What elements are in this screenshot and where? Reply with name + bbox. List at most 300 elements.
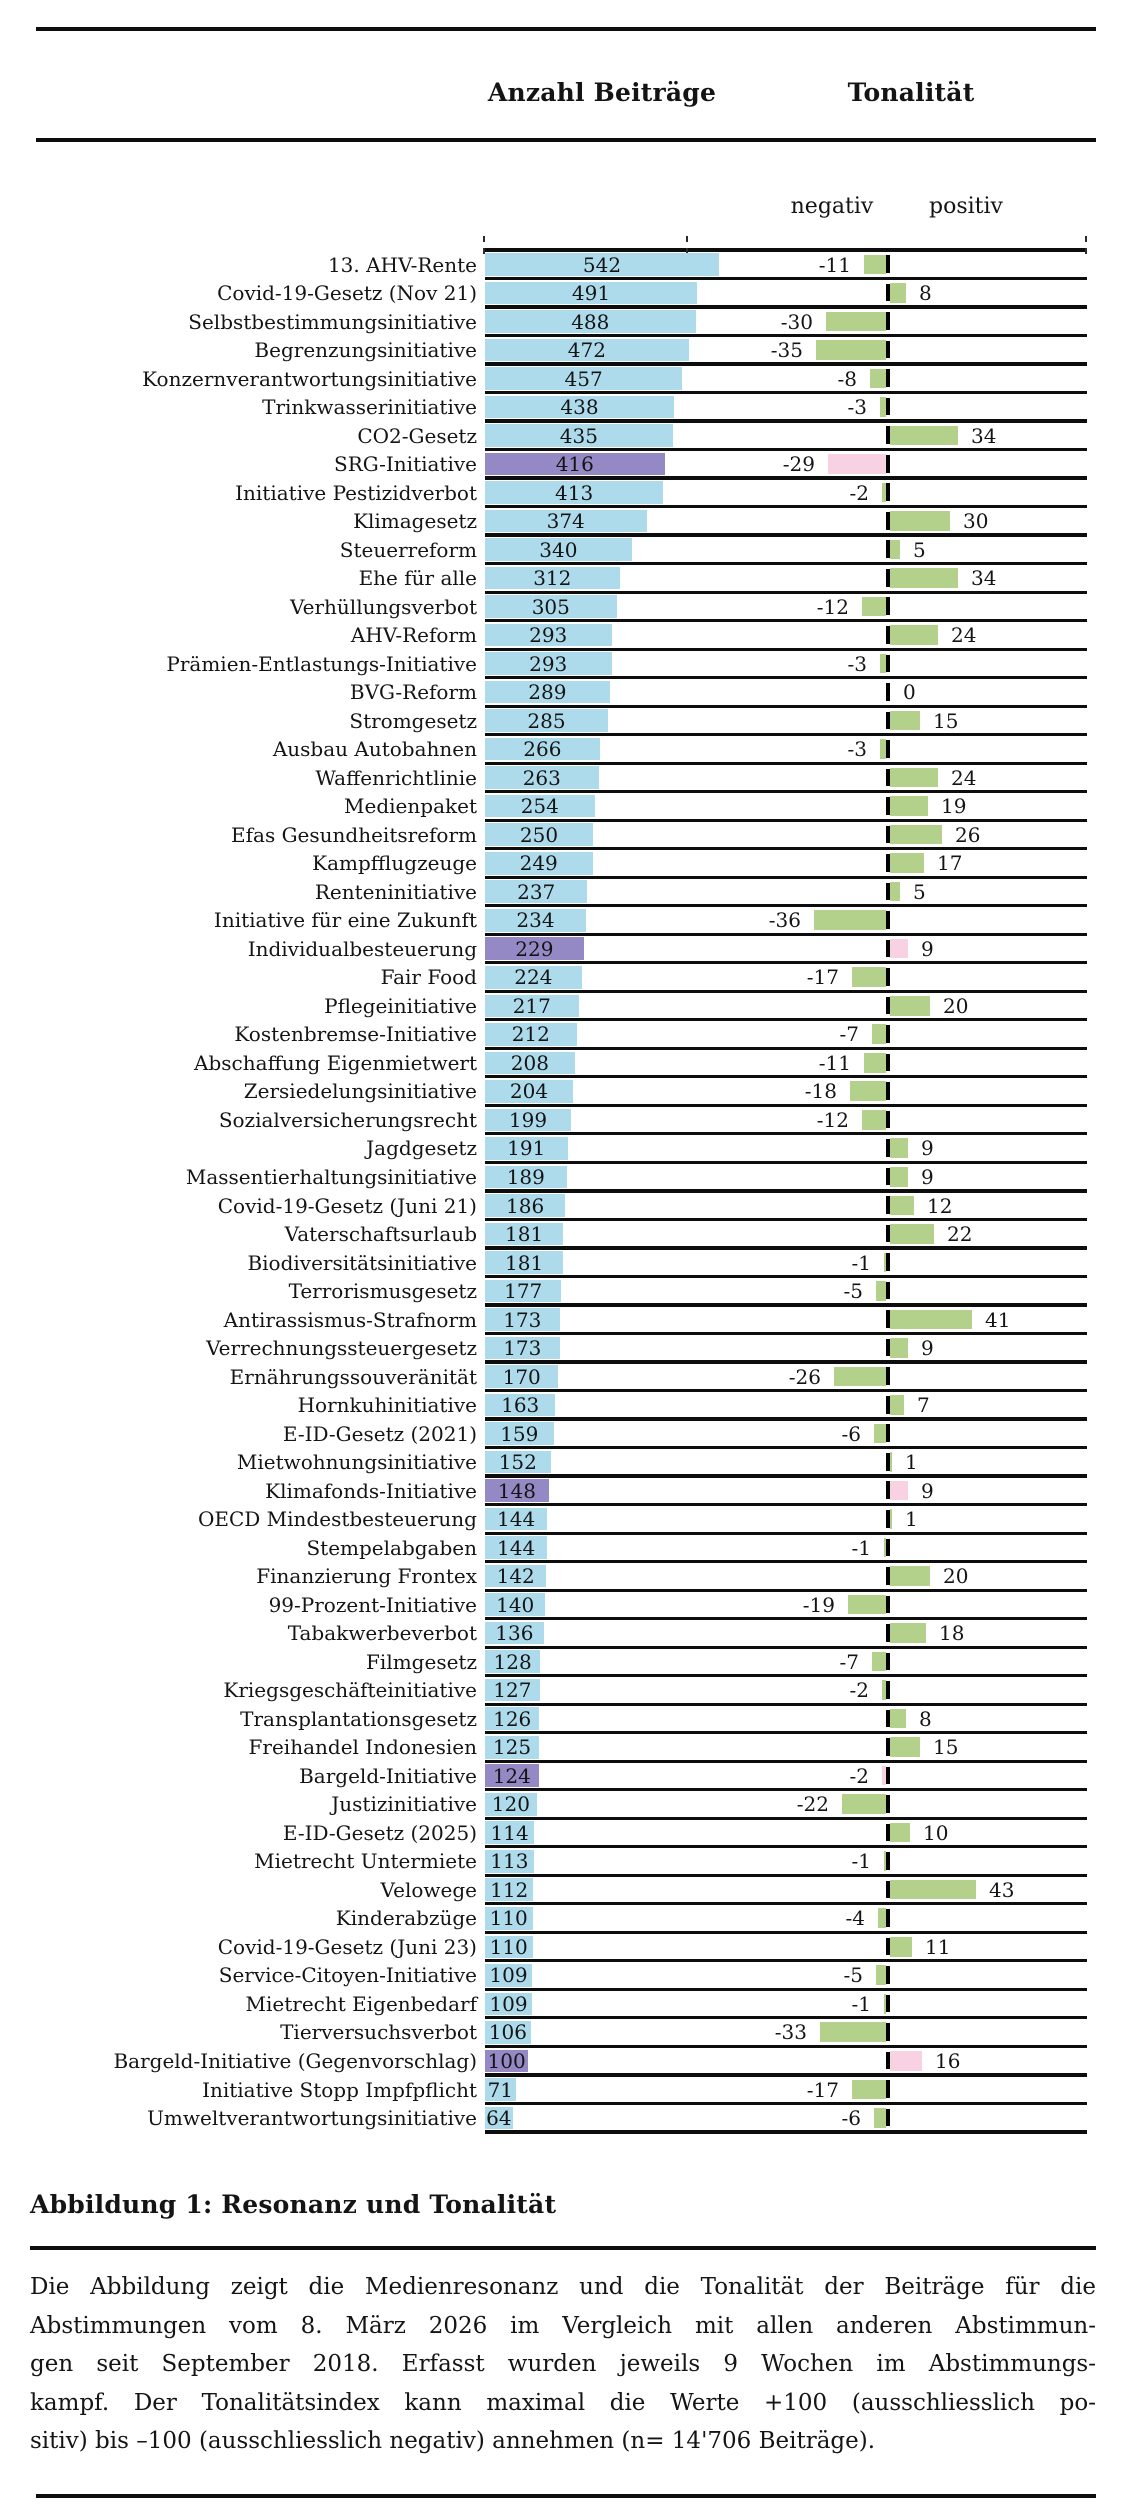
chart-row bbox=[0, 1763, 1131, 1792]
row-label: Terrorismusgesetz bbox=[288, 1279, 477, 1304]
chart-row bbox=[0, 1934, 1131, 1963]
resonance-value: 217 bbox=[512, 993, 551, 1018]
chart-row bbox=[0, 1649, 1131, 1678]
chart-row bbox=[0, 679, 1131, 708]
tonality-bar bbox=[820, 2022, 886, 2042]
resonance-value: 340 bbox=[539, 537, 578, 562]
chart-row bbox=[0, 280, 1131, 309]
chart-row bbox=[0, 2048, 1131, 2077]
row-divider bbox=[485, 1617, 1087, 1620]
resonance-value: 263 bbox=[522, 765, 561, 790]
chart-row bbox=[0, 964, 1131, 993]
row-divider bbox=[485, 876, 1087, 879]
resonance-value: 144 bbox=[497, 1507, 536, 1532]
row-divider bbox=[485, 2016, 1087, 2019]
row-divider bbox=[485, 391, 1087, 394]
tonality-value: -12 bbox=[816, 1107, 849, 1132]
resonance-value: 285 bbox=[527, 708, 566, 733]
tonality-value: 9 bbox=[921, 936, 934, 961]
tonality-zero-line bbox=[886, 1025, 890, 1043]
chart-row bbox=[0, 765, 1131, 794]
row-label: Jagdgesetz bbox=[366, 1136, 477, 1161]
tonality-value: 15 bbox=[933, 1735, 959, 1760]
tonality-value: 15 bbox=[933, 708, 959, 733]
row-label: Individualbesteuerung bbox=[247, 936, 477, 961]
tonality-zero-line bbox=[886, 1310, 890, 1328]
row-label: OECD Mindestbesteuerung bbox=[197, 1507, 477, 1532]
tonality-zero-line bbox=[886, 1795, 890, 1813]
chart-row bbox=[0, 1193, 1131, 1222]
row-divider bbox=[485, 1503, 1087, 1506]
tonality-value: 8 bbox=[919, 281, 932, 306]
row-divider bbox=[485, 2102, 1087, 2105]
tonality-value: 26 bbox=[955, 822, 981, 847]
resonance-value: 181 bbox=[505, 1250, 544, 1275]
tonality-bar bbox=[890, 1224, 934, 1244]
tonality-zero-line bbox=[886, 1139, 890, 1157]
row-divider bbox=[485, 334, 1087, 337]
tonality-zero-line bbox=[886, 1539, 890, 1557]
tonality-zero-line bbox=[886, 2109, 890, 2127]
tonality-bar bbox=[890, 540, 900, 560]
tonality-zero-line bbox=[886, 883, 890, 901]
tonality-bar bbox=[890, 1310, 972, 1330]
row-divider bbox=[485, 1275, 1087, 1278]
chart-row bbox=[0, 651, 1131, 680]
resonance-value: 212 bbox=[511, 1022, 550, 1047]
tonality-zero-line bbox=[886, 997, 890, 1015]
tonality-bar bbox=[874, 1424, 886, 1444]
resonance-value: 491 bbox=[571, 281, 611, 306]
row-divider bbox=[485, 1589, 1087, 1592]
resonance-value: 173 bbox=[503, 1336, 542, 1361]
tonality-bar bbox=[890, 1880, 976, 1900]
chart-row bbox=[0, 594, 1131, 623]
resonance-value: 120 bbox=[491, 1792, 530, 1817]
row-label: Renteninitiative bbox=[314, 879, 477, 904]
tonality-zero-line bbox=[886, 1111, 890, 1129]
chart-row bbox=[0, 822, 1131, 851]
chart-row bbox=[0, 537, 1131, 566]
resonance-value: 293 bbox=[529, 623, 568, 648]
row-divider bbox=[485, 1104, 1087, 1107]
chart-row bbox=[0, 1791, 1131, 1820]
tonality-bar bbox=[874, 2108, 886, 2128]
chart-row bbox=[0, 936, 1131, 965]
tonality-bar bbox=[890, 1338, 908, 1358]
tonality-zero-line bbox=[886, 398, 890, 416]
tonality-bar bbox=[890, 1452, 892, 1472]
resonance-value: 266 bbox=[523, 737, 562, 762]
resonance-value: 126 bbox=[493, 1706, 532, 1731]
tonality-zero-line bbox=[886, 1624, 890, 1642]
chart-row bbox=[0, 850, 1131, 879]
tonality-bar bbox=[890, 1709, 906, 1729]
resonance-value: 173 bbox=[503, 1307, 542, 1332]
chart-row bbox=[0, 1734, 1131, 1763]
tonality-zero-line bbox=[886, 455, 890, 473]
row-divider bbox=[485, 362, 1087, 365]
tonality-zero-line bbox=[886, 826, 890, 844]
row-label: Prämien-Entlastungs-Initiative bbox=[166, 651, 477, 676]
row-divider bbox=[485, 305, 1087, 308]
resonance-value: 472 bbox=[567, 338, 606, 363]
row-divider bbox=[485, 1902, 1087, 1905]
tonality-zero-line bbox=[886, 569, 890, 587]
tonality-zero-line bbox=[886, 1054, 890, 1072]
chart-row bbox=[0, 508, 1131, 537]
row-divider bbox=[485, 1446, 1087, 1449]
resonance-value: 435 bbox=[559, 423, 598, 448]
chart-row bbox=[0, 1135, 1131, 1164]
resonance-value: 152 bbox=[498, 1450, 537, 1475]
chart-row bbox=[0, 565, 1131, 594]
tonality-zero-line bbox=[886, 1168, 890, 1186]
chart-row bbox=[0, 480, 1131, 509]
row-label: Massentierhaltungsinitiative bbox=[185, 1165, 477, 1189]
resonance-value: 438 bbox=[560, 395, 599, 420]
row-label: Begrenzungsinitiative bbox=[254, 338, 477, 363]
tonality-value: 5 bbox=[913, 879, 926, 904]
row-label: Pflegeinitiative bbox=[324, 993, 477, 1018]
resonance-value: 106 bbox=[488, 2020, 527, 2045]
row-label: Mietwohnungsinitiative bbox=[236, 1450, 477, 1475]
guide-resonance-baseline bbox=[483, 236, 485, 254]
tonality-value: -12 bbox=[816, 594, 849, 619]
row-label: E-ID-Gesetz (2021) bbox=[282, 1421, 477, 1446]
resonance-value: 110 bbox=[489, 1906, 528, 1931]
row-label: Initiative für eine Zukunft bbox=[213, 908, 477, 933]
row-label: Finanzierung Frontex bbox=[256, 1564, 477, 1589]
row-label: Kampfflugzeuge bbox=[312, 851, 477, 876]
resonance-value: 127 bbox=[493, 1678, 532, 1703]
row-label: Mietrecht Untermiete bbox=[254, 1849, 477, 1874]
tonality-value: 5 bbox=[913, 537, 926, 562]
tonality-value: 24 bbox=[951, 765, 977, 790]
chart-row bbox=[0, 1905, 1131, 1934]
tonality-bar bbox=[842, 1794, 886, 1814]
chart-row bbox=[0, 309, 1131, 338]
resonance-value: 189 bbox=[506, 1165, 545, 1189]
axis-label-negativ: negativ bbox=[790, 194, 874, 219]
tonality-bar bbox=[890, 1509, 892, 1529]
row-label: Bargeld-Initiative bbox=[299, 1763, 477, 1788]
tonality-bar bbox=[890, 511, 950, 531]
row-divider bbox=[485, 277, 1087, 280]
tonality-value: 9 bbox=[921, 1165, 934, 1189]
row-divider bbox=[485, 2045, 1087, 2048]
row-divider bbox=[485, 961, 1087, 964]
tonality-bar bbox=[862, 1110, 886, 1130]
header-rule bbox=[36, 138, 1096, 142]
tonality-bar bbox=[890, 853, 924, 873]
row-divider bbox=[485, 505, 1087, 508]
tonality-zero-line bbox=[886, 2023, 890, 2041]
tonality-value: 11 bbox=[925, 1934, 951, 1959]
chart-row bbox=[0, 1307, 1131, 1336]
tonality-value: -19 bbox=[802, 1592, 835, 1617]
tonality-zero-line bbox=[886, 255, 890, 273]
tonality-zero-line bbox=[886, 1567, 890, 1585]
tonality-zero-line bbox=[886, 1710, 890, 1728]
tonality-bar bbox=[852, 967, 886, 987]
tonality-zero-line bbox=[886, 1738, 890, 1756]
resonance-value: 142 bbox=[496, 1564, 535, 1589]
row-divider bbox=[485, 1988, 1087, 1991]
chart-row bbox=[0, 394, 1131, 423]
resonance-value: 159 bbox=[500, 1421, 539, 1446]
tonality-value: 10 bbox=[923, 1820, 949, 1845]
tonality-value: 17 bbox=[937, 851, 963, 876]
tonality-zero-line bbox=[886, 1367, 890, 1385]
tonality-bar bbox=[870, 369, 886, 389]
tonality-bar bbox=[890, 625, 938, 645]
tonality-value: -26 bbox=[788, 1364, 821, 1389]
tonality-bar bbox=[890, 283, 906, 303]
tonality-zero-line bbox=[886, 312, 890, 330]
tonality-value: -4 bbox=[845, 1906, 865, 1931]
tonality-zero-line bbox=[886, 1881, 890, 1899]
row-label: E-ID-Gesetz (2025) bbox=[282, 1820, 477, 1845]
row-label: Ernährungssouveränität bbox=[229, 1364, 477, 1389]
row-label: Stempelabgaben bbox=[306, 1535, 477, 1560]
tonality-value: 20 bbox=[943, 993, 969, 1018]
row-label: Fair Food bbox=[380, 965, 477, 990]
resonance-value: 293 bbox=[529, 651, 568, 676]
tonality-zero-line bbox=[886, 968, 890, 986]
tonality-value: -5 bbox=[843, 1279, 863, 1304]
row-label: Transplantationsgesetz bbox=[240, 1706, 477, 1731]
resonance-value: 136 bbox=[495, 1621, 534, 1646]
tonality-zero-line bbox=[886, 1824, 890, 1842]
row-divider bbox=[485, 1132, 1087, 1135]
resonance-value: 144 bbox=[497, 1535, 536, 1560]
tonality-value: 0 bbox=[903, 680, 916, 705]
tonality-zero-line bbox=[886, 712, 890, 730]
chart-row bbox=[0, 1563, 1131, 1592]
tonality-zero-line bbox=[886, 769, 890, 787]
tonality-value: 30 bbox=[963, 509, 989, 534]
tonality-bar bbox=[848, 1595, 886, 1615]
row-label: Bargeld-Initiative (Gegenvorschlag) bbox=[113, 2048, 477, 2073]
tonality-value: -22 bbox=[796, 1792, 829, 1817]
row-label: Mietrecht Eigenbedarf bbox=[245, 1991, 477, 2016]
chart-row bbox=[0, 252, 1131, 281]
caption-rule bbox=[30, 2246, 1096, 2250]
resonance-value: 416 bbox=[555, 452, 594, 477]
row-divider bbox=[485, 1047, 1087, 1050]
tonality-bar bbox=[890, 1623, 926, 1643]
row-divider bbox=[485, 933, 1087, 936]
tonality-value: 22 bbox=[947, 1222, 973, 1247]
row-divider bbox=[485, 762, 1087, 765]
row-label: Umweltverantwortungsinitiative bbox=[147, 2106, 477, 2131]
row-label: Kostenbremse-Initiative bbox=[234, 1022, 477, 1047]
row-label: Abschaffung Eigenmietwert bbox=[194, 1050, 477, 1075]
tonality-bar bbox=[890, 939, 908, 959]
row-label: Konzernverantwortungsinitiative bbox=[142, 366, 477, 391]
row-label: 13. AHV-Rente bbox=[327, 252, 477, 277]
row-label: Stromgesetz bbox=[349, 708, 477, 733]
tonality-zero-line bbox=[886, 1852, 890, 1870]
tonality-value: -11 bbox=[818, 1050, 851, 1075]
row-label: Hornkuhinitiative bbox=[297, 1393, 477, 1418]
row-divider bbox=[485, 1674, 1087, 1677]
chart-row bbox=[0, 1877, 1131, 1906]
row-divider bbox=[485, 1874, 1087, 1877]
chart-row bbox=[0, 1164, 1131, 1193]
tonality-zero-line bbox=[886, 1082, 890, 1100]
tonality-bar bbox=[890, 825, 942, 845]
row-label: Steuerreform bbox=[339, 537, 477, 562]
resonance-value: 113 bbox=[490, 1849, 529, 1874]
tonality-value: 43 bbox=[989, 1877, 1015, 1902]
row-divider bbox=[485, 1018, 1087, 1021]
tonality-value: 1 bbox=[905, 1450, 918, 1475]
tonality-value: 1 bbox=[905, 1507, 918, 1532]
chart-row bbox=[0, 1392, 1131, 1421]
row-label: Klimagesetz bbox=[353, 509, 477, 534]
chart-row bbox=[0, 1535, 1131, 1564]
tonality-value: -29 bbox=[782, 452, 815, 477]
figure-description bbox=[30, 2268, 1096, 2461]
row-divider bbox=[485, 1389, 1087, 1392]
tonality-value: -17 bbox=[806, 2077, 839, 2102]
tonality-zero-line bbox=[886, 940, 890, 958]
tonality-value: -17 bbox=[806, 965, 839, 990]
row-divider bbox=[485, 1703, 1087, 1706]
row-divider bbox=[485, 1646, 1087, 1649]
row-label: Initiative Stopp Impfpflicht bbox=[202, 2077, 477, 2102]
resonance-value: 109 bbox=[489, 1991, 528, 2016]
tonality-value: -2 bbox=[849, 1678, 869, 1703]
tonality-zero-line bbox=[886, 284, 890, 302]
tonality-bar bbox=[890, 1737, 920, 1757]
resonance-value: 125 bbox=[492, 1735, 532, 1760]
bottom-rule bbox=[36, 2494, 1096, 2498]
tonality-value: 41 bbox=[985, 1307, 1011, 1332]
chart-row bbox=[0, 622, 1131, 651]
row-label: 99-Prozent-Initiative bbox=[268, 1592, 477, 1617]
row-divider bbox=[485, 733, 1087, 736]
tonality-zero-line bbox=[886, 1966, 890, 1984]
tonality-zero-line bbox=[886, 426, 890, 444]
tonality-zero-line bbox=[886, 483, 890, 501]
chart-row bbox=[0, 708, 1131, 737]
row-label: Initiative Pestizidverbot bbox=[235, 480, 477, 505]
column-header-anzahl-beitraege: Anzahl Beiträge bbox=[487, 78, 717, 107]
chart-row bbox=[0, 1278, 1131, 1307]
tonality-zero-line bbox=[886, 597, 890, 615]
resonance-value: 128 bbox=[493, 1649, 532, 1674]
row-label: Kinderabzüge bbox=[335, 1906, 477, 1931]
tonality-zero-line bbox=[886, 797, 890, 815]
resonance-value: 237 bbox=[517, 879, 556, 904]
row-divider bbox=[485, 1303, 1087, 1306]
resonance-value: 114 bbox=[490, 1820, 529, 1845]
row-divider bbox=[485, 2130, 1087, 2133]
row-divider bbox=[485, 1161, 1087, 1164]
chart-row bbox=[0, 1250, 1131, 1279]
row-divider bbox=[485, 1788, 1087, 1791]
tonality-zero-line bbox=[886, 1453, 890, 1471]
tonality-value: -3 bbox=[847, 395, 867, 420]
chart-row bbox=[0, 993, 1131, 1022]
tonality-zero-line bbox=[886, 1909, 890, 1927]
row-divider bbox=[485, 1246, 1087, 1249]
tonality-value: 12 bbox=[927, 1193, 953, 1218]
tonality-value: -11 bbox=[818, 252, 851, 277]
chart-row bbox=[0, 423, 1131, 452]
resonance-value: 181 bbox=[505, 1222, 544, 1247]
chart-row bbox=[0, 793, 1131, 822]
tonality-value: -30 bbox=[780, 309, 813, 334]
row-label: Zersiedelungsinitiative bbox=[243, 1079, 477, 1104]
tonality-bar bbox=[850, 1081, 886, 1101]
resonance-value: 229 bbox=[515, 936, 554, 961]
row-label: Freihandel Indonesien bbox=[248, 1735, 477, 1760]
row-label: SRG-Initiative bbox=[334, 452, 477, 477]
tonality-zero-line bbox=[886, 1510, 890, 1528]
tonality-value: -35 bbox=[770, 338, 803, 363]
top-rule bbox=[36, 27, 1096, 31]
row-label: BVG-Reform bbox=[349, 680, 477, 705]
row-label: Tabakwerbeverbot bbox=[287, 1621, 477, 1646]
row-divider bbox=[485, 1189, 1087, 1192]
tonality-bar bbox=[878, 1908, 886, 1928]
resonance-value: 124 bbox=[492, 1763, 531, 1788]
chart-row bbox=[0, 1962, 1131, 1991]
tonality-zero-line bbox=[886, 341, 890, 359]
tonality-value: 9 bbox=[921, 1136, 934, 1161]
row-divider bbox=[485, 533, 1087, 536]
row-label: AHV-Reform bbox=[350, 623, 477, 648]
resonance-value: 289 bbox=[528, 680, 567, 705]
chart-row bbox=[0, 736, 1131, 765]
guide-tonality-plus-100 bbox=[1085, 236, 1087, 254]
row-divider bbox=[485, 1817, 1087, 1820]
resonance-value: 110 bbox=[489, 1934, 528, 1959]
chart-row bbox=[0, 1421, 1131, 1450]
tonality-bar bbox=[872, 1652, 886, 1672]
tonality-bar bbox=[814, 910, 886, 930]
tonality-bar bbox=[834, 1367, 886, 1387]
row-label: Tierversuchsverbot bbox=[280, 2020, 477, 2045]
tonality-value: 20 bbox=[943, 1564, 969, 1589]
resonance-value: 177 bbox=[504, 1279, 543, 1304]
tonality-zero-line bbox=[886, 2052, 890, 2070]
row-divider bbox=[485, 990, 1087, 993]
row-divider bbox=[485, 2073, 1087, 2076]
description-line: Abstimmungen vom 8. März 2026 im Vergleich mit allen anderen Abstimmun- bbox=[30, 2312, 1096, 2339]
row-divider bbox=[485, 790, 1087, 793]
row-divider bbox=[485, 448, 1087, 451]
tonality-value: -33 bbox=[774, 2020, 807, 2045]
tonality-zero-line bbox=[886, 1396, 890, 1414]
chart-row bbox=[0, 337, 1131, 366]
row-divider bbox=[485, 1532, 1087, 1535]
row-divider bbox=[485, 676, 1087, 679]
row-divider bbox=[485, 847, 1087, 850]
tonality-value: -6 bbox=[841, 1421, 861, 1446]
chart-row bbox=[0, 879, 1131, 908]
row-divider bbox=[485, 562, 1087, 565]
row-label: Covid-19-Gesetz (Nov 21) bbox=[217, 281, 477, 306]
tonality-bar bbox=[890, 1167, 908, 1187]
chart-row bbox=[0, 1078, 1131, 1107]
tonality-zero-line bbox=[886, 1225, 890, 1243]
resonance-value: 199 bbox=[508, 1107, 548, 1132]
